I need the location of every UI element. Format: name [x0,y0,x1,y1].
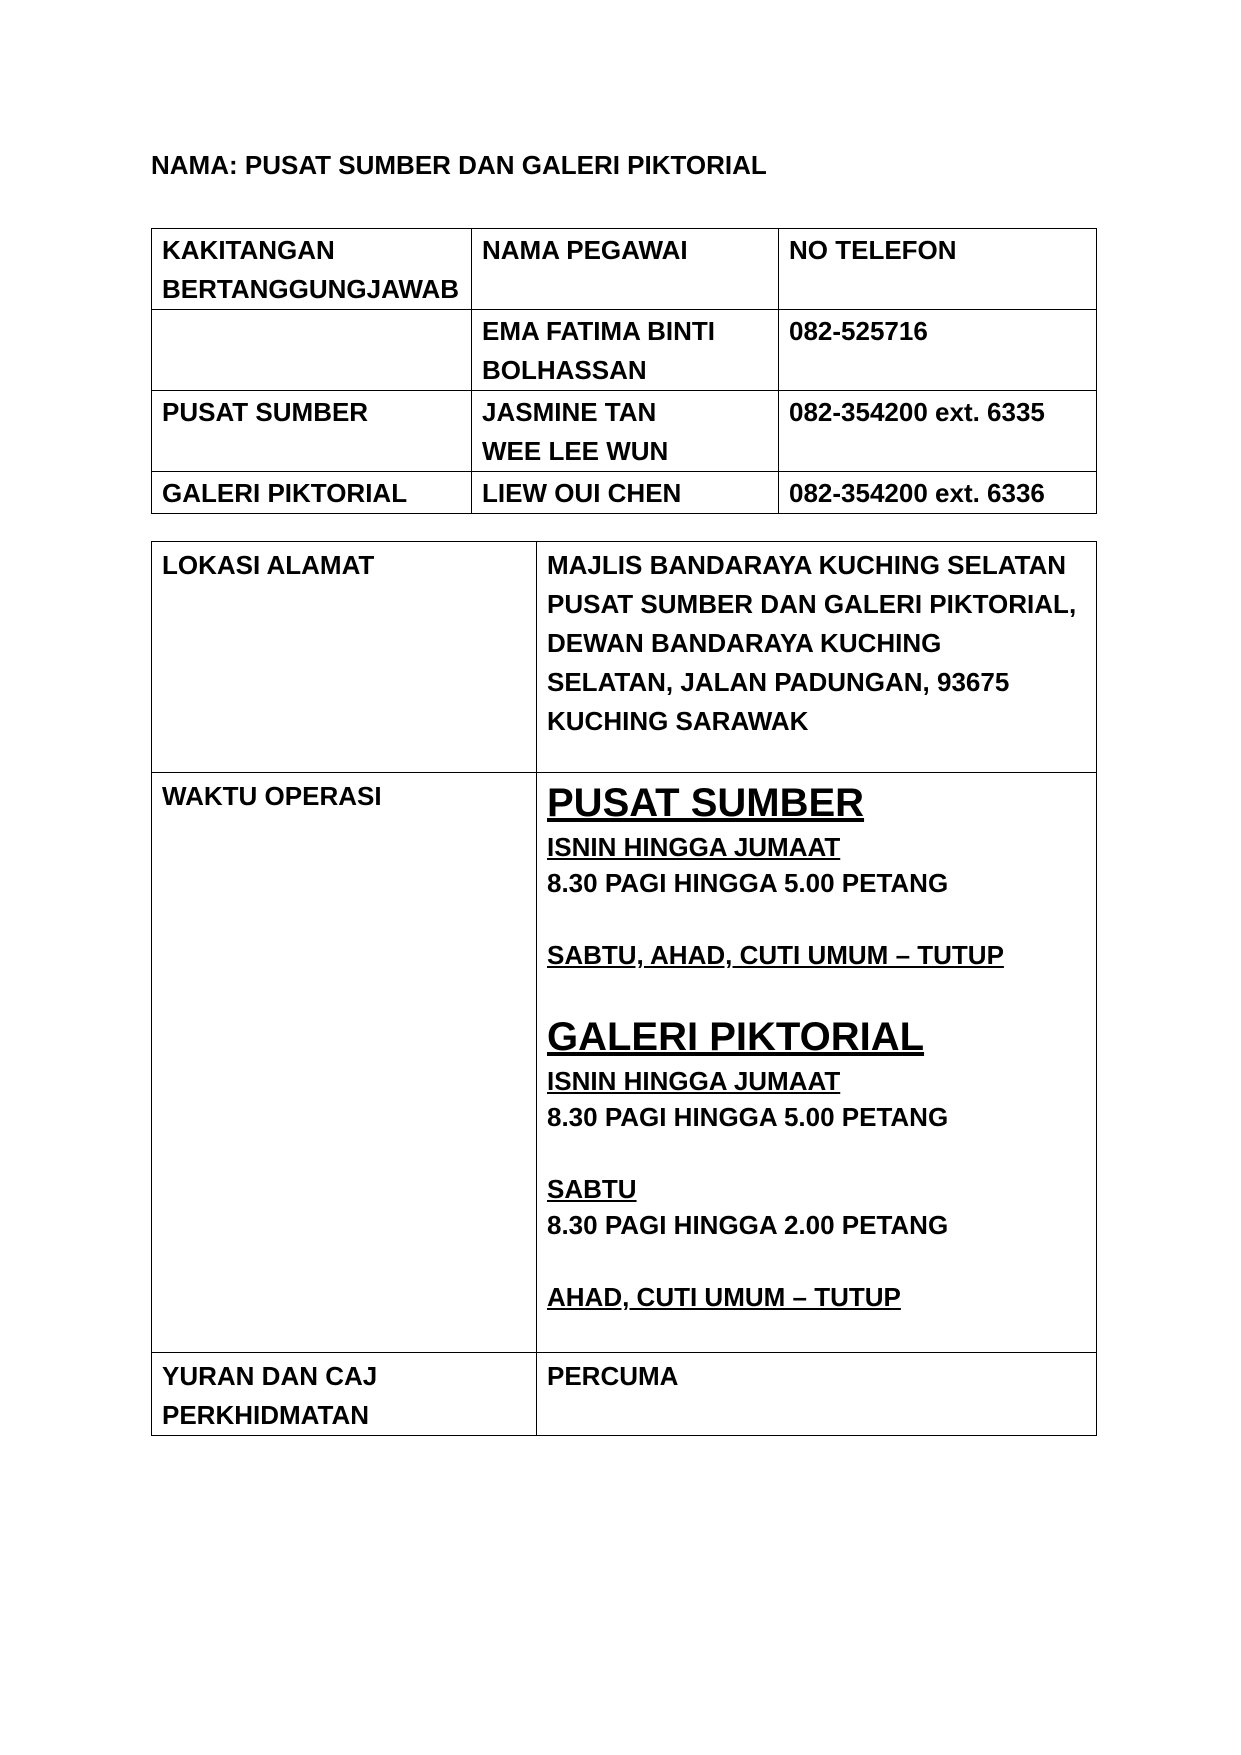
address-value: MAJLIS BANDARAYA KUCHING SELATAN PUSAT SUMBER DAN GALERI PIKTORIAL, DEWAN BANDARAYA KUCHING SELATAN, JALAN PADUNGAN, 93675 KUCHING SARAWAK [537,542,1097,773]
info-table [151,541,1097,1436]
fees-value: PERCUMA [537,1353,1097,1436]
gp-weekday-time: 8.30 PAGI HINGGA 5.00 PETANG [547,1102,949,1132]
staff-phone: 082-525716 [779,310,1097,391]
ps-closed: SABTU, AHAD, CUTI UMUM – TUTUP [547,940,1004,970]
gp-weekday-label: ISNIN HINGGA JUMAAT [547,1066,841,1096]
gp-closed: AHAD, CUTI UMUM – TUTUP [547,1282,901,1312]
address-label: LOKASI ALAMAT [152,542,537,773]
address-row [152,542,1097,773]
fees-label: YURAN DAN CAJ PERKHIDMATAN [152,1353,537,1436]
ps-weekday-label: ISNIN HINGGA JUMAAT [547,832,841,862]
gp-saturday-label: SABTU [547,1174,637,1204]
staff-row [152,472,1097,514]
header-nama-pegawai: NAMA PEGAWAI [472,229,779,310]
staff-unit: GALERI PIKTORIAL [152,472,472,514]
staff-row [152,310,1097,391]
header-kakitangan: KAKITANGAN BERTANGGUNGJAWAB [152,229,472,310]
page-title: NAMA: PUSAT SUMBER DAN GALERI PIKTORIAL [151,150,767,180]
hours-label: WAKTU OPERASI [152,773,537,1353]
staff-name: EMA FATIMA BINTI BOLHASSAN [472,310,779,391]
hours-row [152,773,1097,1353]
ps-weekday-time: 8.30 PAGI HINGGA 5.00 PETANG [547,868,949,898]
header-no-telefon: NO TELEFON [779,229,1097,310]
staff-row [152,391,1097,472]
staff-table [151,228,1097,514]
galeri-piktorial-heading: GALERI PIKTORIAL [547,1015,925,1059]
hours-value [537,773,1097,1353]
fees-row [152,1353,1097,1436]
staff-phone: 082-354200 ext. 6335 [779,391,1097,472]
staff-phone: 082-354200 ext. 6336 [779,472,1097,514]
pusat-sumber-heading: PUSAT SUMBER [547,781,865,825]
staff-name: JASMINE TAN WEE LEE WUN [472,391,779,472]
gp-saturday-time: 8.30 PAGI HINGGA 2.00 PETANG [547,1210,949,1240]
staff-header-row [152,229,1097,310]
staff-name: LIEW OUI CHEN [472,472,779,514]
staff-unit: PUSAT SUMBER [152,391,472,472]
staff-unit [152,310,472,391]
